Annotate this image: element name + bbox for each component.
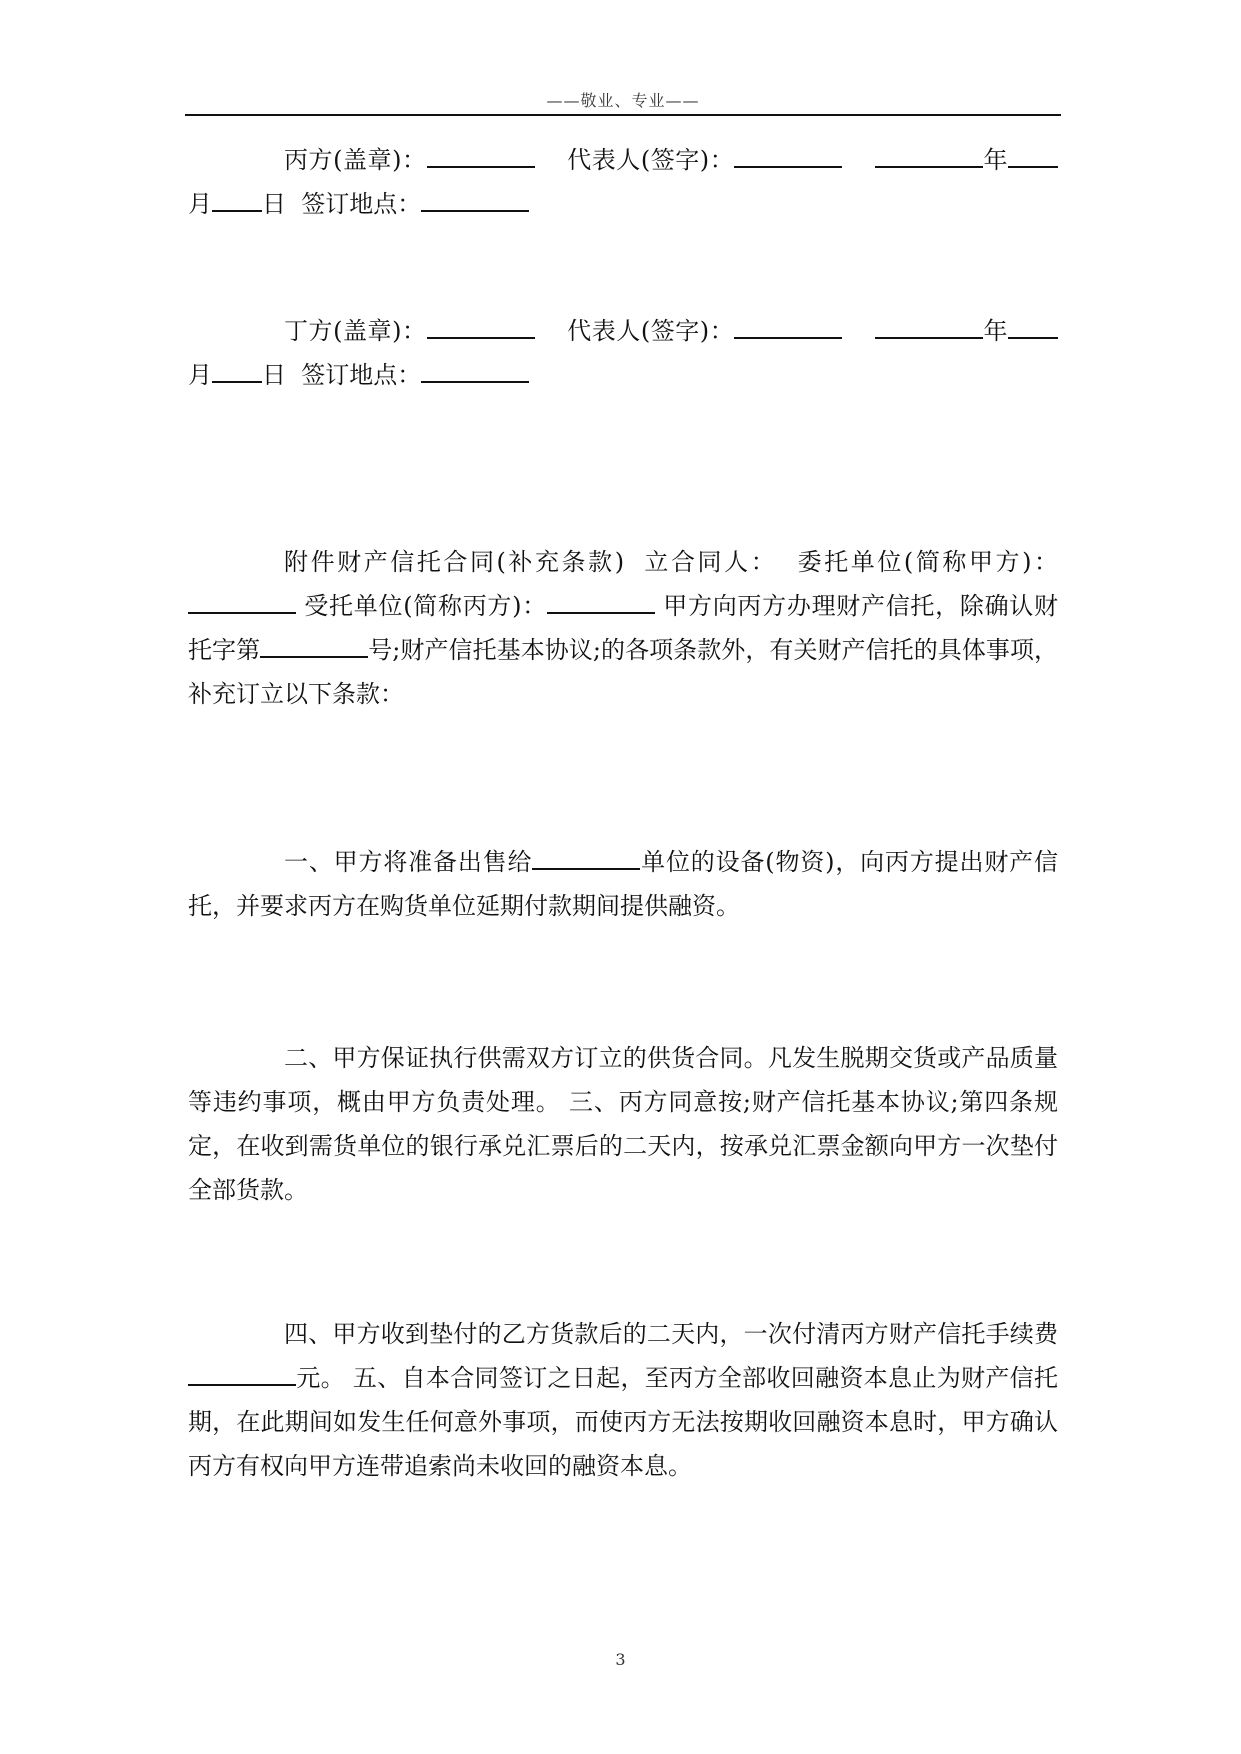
month-label: 月 (188, 361, 212, 389)
annex-paragraph (188, 540, 1058, 716)
party-bing-label: 丙方(盖章)： (284, 146, 427, 174)
page-header: ——敬业、专业—— (546, 91, 700, 110)
seal-blank (427, 140, 535, 168)
clause-1 (188, 840, 1058, 928)
header-rule (185, 114, 1061, 116)
page-number: 3 (615, 1650, 626, 1669)
seal-blank (427, 311, 535, 339)
annex-text-2: 受托单位(简称丙方)： (296, 592, 547, 620)
annex-text-1: 附件财产信托合同(补充条款) 立合同人： 委托单位(简称甲方)： (284, 548, 1058, 576)
year-blank (875, 140, 983, 168)
clause-1-text-2: 单位的设备(物资)，向丙方提出财产信托，并要求丙方在购货单位延期付款期间提供融资。 (188, 848, 1058, 920)
place-blank (421, 355, 529, 383)
day-blank (212, 355, 262, 383)
buyer-unit-blank (532, 842, 640, 870)
signature-block-bing (188, 138, 1058, 226)
representative-label: 代表人(签字)： (567, 146, 735, 174)
party-a-blank (188, 586, 296, 614)
clause-4-5 (188, 1312, 1058, 1488)
year-blank (875, 311, 983, 339)
clause-2-text: 二、甲方保证执行供需双方订立的供货合同。凡发生脱期交货或产品质量等违约事项，概由甲方负责处理。 三、丙方同意按;财产信托基本协议;第四条规定，在收到需货单位的银行承兑汇票后的二天内，按承兑汇票金额向甲方一次垫付全部货款。 (188, 1044, 1058, 1204)
year-label: 年 (982, 317, 1009, 345)
day-label: 日 (262, 190, 286, 218)
representative-label: 代表人(签字)： (567, 317, 735, 345)
signature-block-ding (188, 309, 1058, 397)
signature-blank (734, 140, 842, 168)
annex-text-4: 号;财产信托基本协议;的各项条款外，有关财产信托的具体事项，补充订立以下条款： (188, 636, 1059, 708)
year-label: 年 (982, 146, 1009, 174)
clause-2-3 (188, 1036, 1058, 1212)
agreement-number-blank (260, 630, 368, 658)
clause-1-text-1: 一、甲方将准备出售给 (284, 848, 533, 876)
annex-text-3: 甲方向丙方办理财产信托，除确认财托字第 (188, 592, 1058, 664)
month-blank (1008, 311, 1058, 339)
party-ding-label: 丁方(盖章)： (284, 317, 427, 345)
place-blank (421, 184, 529, 212)
clause-4-text-2: 元。 五、自本合同签订之日起，至丙方全部收回融资本息止为财产信托期，在此期间如发生任何意外事项，而使丙方无法按期收回融资本息时，甲方确认丙方有权向甲方连带追索尚未收回的融资本息。 (188, 1364, 1058, 1480)
place-label: 签订地点： (301, 190, 422, 218)
fee-blank (188, 1358, 296, 1386)
clause-4-text-1: 四、甲方收到垫付的乙方货款后的二天内，一次付清丙方财产信托手续费 (284, 1320, 1058, 1348)
month-blank (1008, 140, 1058, 168)
day-label: 日 (262, 361, 286, 389)
day-blank (212, 184, 262, 212)
month-label: 月 (188, 190, 212, 218)
party-c-blank (547, 586, 655, 614)
signature-blank (734, 311, 842, 339)
place-label: 签订地点： (301, 361, 422, 389)
